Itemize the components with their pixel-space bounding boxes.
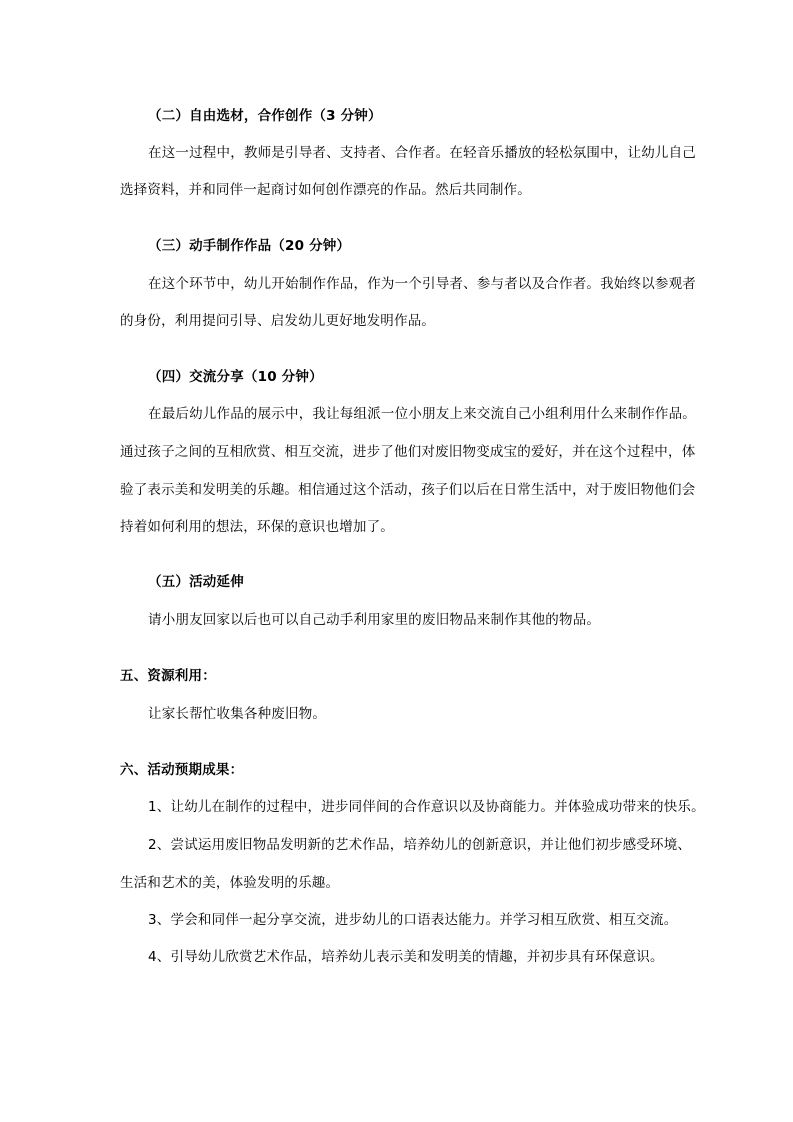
paragraph-line: 的身份，利用提问引导、启发幼儿更好地发明作品。 [120, 313, 436, 329]
paragraph-line: 在最后幼儿作品的展示中，我让每组派一位小朋友上来交流自己小组利用什么来制作作品。 [148, 406, 696, 422]
section-heading: （三）动手制作作品（20 分钟） [148, 238, 351, 254]
paragraph-line: 请小朋友回家以后也可以自己动手利用家里的废旧物品来制作其他的物品。 [148, 612, 601, 628]
section-heading: （四）交流分享（10 分钟） [148, 369, 323, 385]
paragraph-line: 持着如何利用的想法，环保的意识也增加了。 [120, 519, 394, 535]
paragraph-line: 通过孩子之间的互相欣赏、相互交流，进步了他们对废旧物变成宝的爱好，并在这个过程中，体 [120, 444, 696, 460]
paragraph-line: 验了表示美和发明美的乐趣。相信通过这个活动，孩子们以后在日常生活中，对于废旧物他们会 [120, 482, 696, 498]
list-item-continuation: 生活和艺术的美，体验发明的乐趣。 [120, 875, 340, 891]
section-heading: （二）自由选材，合作创作（3 分钟） [148, 108, 382, 124]
paragraph-line: 在这一过程中，教师是引导者、支持者、合作者。在轻音乐播放的轻松氛围中，让幼儿自己 [148, 145, 696, 161]
list-item: 3、学会和同伴一起分享交流，进步幼儿的口语表达能力。并学习相互欣赏、相互交流。 [148, 912, 678, 928]
section-heading: 五、资源利用： [120, 668, 216, 684]
paragraph-line: 让家长帮忙收集各种废旧物。 [148, 706, 327, 722]
list-item: 1、让幼儿在制作的过程中，进步同伴间的合作意识以及协商能力。并体验成功带来的快乐。 [148, 799, 705, 815]
paragraph-line: 选择资料，并和同伴一起商讨如何创作漂亮的作品。然后共同制作。 [120, 182, 531, 198]
list-item: 2、尝试运用废旧物品发明新的艺术作品，培养幼儿的创新意识，并让他们初步感受环境、 [148, 837, 692, 853]
section-heading: 六、活动预期成果： [120, 762, 244, 778]
list-item: 4、引导幼儿欣赏艺术作品，培养幼儿表示美和发明美的情趣，并初步具有环保意识。 [148, 949, 664, 965]
paragraph-line: 在这个环节中，幼儿开始制作作品，作为一个引导者、参与者以及合作者。我始终以参观者 [148, 276, 696, 292]
section-heading: （五）活动延伸 [148, 574, 244, 590]
